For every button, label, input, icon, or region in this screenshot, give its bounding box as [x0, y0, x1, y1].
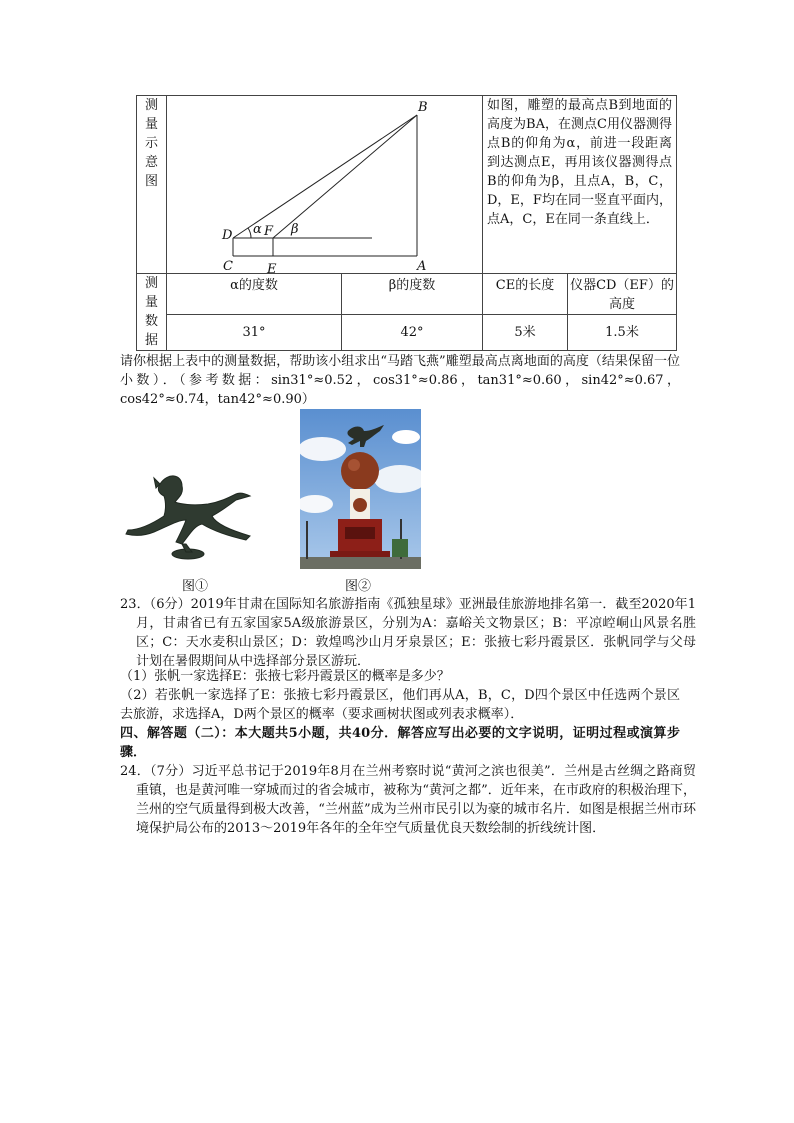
- alpha-arc: [248, 228, 251, 238]
- sight-line-FB: [273, 115, 417, 238]
- description-text: 如图，雕塑的最高点B到地面的高度为BA，在测点C用仪器测得点B的仰角为α，前进一段距离到达测点E，再用该仪器测得点B的仰角为β，且点A，B，C，D，E，F均在同一竖直平面内，点A，C，E在同一条直线上．: [487, 98, 673, 227]
- label-D: D: [222, 228, 233, 243]
- label-B: B: [418, 100, 428, 115]
- description-cell: [483, 96, 677, 274]
- q23-part1: （1）张帆一家选择E：张掖七彩丹霞景区的概率是多少？: [120, 669, 450, 684]
- label-alpha: α: [253, 222, 262, 237]
- label-diagram: 测 量 示 意 图: [137, 96, 167, 274]
- diagram-cell: [167, 96, 483, 274]
- value-alpha: 31°: [167, 315, 342, 351]
- sight-line-DB: [233, 115, 417, 238]
- horse-statue-image: [120, 464, 260, 564]
- q22-question-text: 请你根据上表中的测量数据，帮助该小组求出“马踏飞燕”雕塑最高点离地面的高度（结果保留一位小数）．（参考数据：sin31°≈0.52，cos31°≈0.86，tan31°≈0.60，sin42°≈0.67，cos42°≈0.74，tan42°≈0.90）: [120, 354, 680, 407]
- header-beta: β的度数: [342, 274, 483, 315]
- measurement-diagram: [167, 96, 483, 274]
- header-cd: 仪器CD（EF）的高度: [568, 274, 677, 315]
- label-beta: β: [291, 222, 299, 237]
- section-4-heading: 四、解答题（二）：本大题共5小题，共40分．解答应写出必要的文字说明，证明过程或演算步骤．: [120, 726, 680, 760]
- header-alpha: α的度数: [167, 274, 342, 315]
- header-ce: CE的长度: [483, 274, 568, 315]
- value-cd: 1.5米: [568, 315, 677, 351]
- label-F: F: [264, 224, 274, 239]
- q23-stem: 23．（6分）2019年甘肃在国际知名旅游指南《孤独星球》亚洲最佳旅游地排名第一．截至2020年1月，甘肃省已有五家国家5A级旅游景区，分别为A：嘉峪关文物景区；B：平凉崆峒山风景名胜区；C：天水麦积山景区；D：敦煌鸣沙山月牙泉景区；E：张掖七彩丹霞景区．张帆同学与父母计划在暑假期间从中选择部分景区游玩．: [120, 597, 696, 669]
- label-A: A: [417, 259, 427, 274]
- q24-question-text: 24．（7分）习近平总书记于2019年8月在兰州考察时说“黄河之滨也很美”．兰州是古丝绸之路商贸重镇，也是黄河唯一穿城而过的省会城市，被称为“黄河之都”．近年来，在市政府的积极治理下，兰州的空气质量得到极大改善，“兰州蓝”成为兰州市民引以为豪的城市名片．如图是根据兰州市环境保护局公布的2013～2019年各年的全年空气质量优良天数绘制的折线统计图．: [120, 764, 696, 836]
- figure-1-caption: 图①: [182, 579, 209, 594]
- monument-photo: [300, 409, 421, 569]
- label-C: C: [223, 259, 233, 274]
- survey-table: [136, 95, 677, 351]
- figure-2-caption: 图②: [345, 579, 372, 594]
- q23-part2: （2）若张帆一家选择了E：张掖七彩丹霞景区，他们再从A，B，C，D四个景区中任选两个景区去旅游，求选择A，D两个景区的概率（要求画树状图或列表求概率）．: [120, 688, 680, 722]
- value-beta: 42°: [342, 315, 483, 351]
- label-data: 测 量 数 据: [137, 274, 167, 351]
- value-ce: 5米: [483, 315, 568, 351]
- label-E: E: [267, 262, 277, 274]
